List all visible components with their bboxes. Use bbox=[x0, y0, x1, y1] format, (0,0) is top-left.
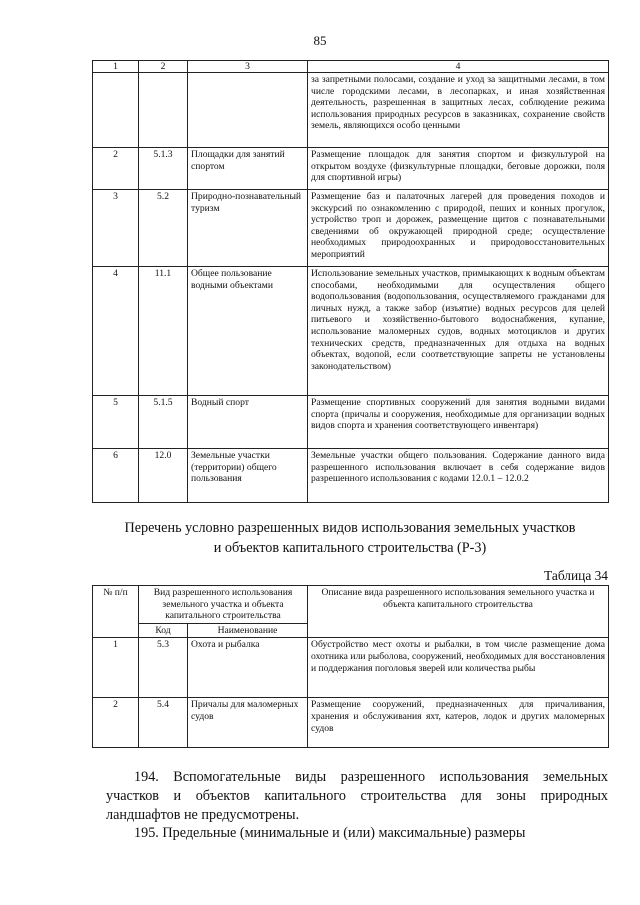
row-code: 12.0 bbox=[139, 449, 188, 503]
row-description: Использование земельных участков, примыкающих к водным объектам способами, необходимыми для осуществления общего водопользования (водопользования, осуществляемого гражданами для личных нужд, а также забор (изъятие) водных ресурсов для целей питьевого и хозяйственно-бытового водоснабжения, купание, использование маломерных судов, водных мотоциклов и других технических средств, предназначенных для отдыха на водных объектах, водопой, если соответствующие запреты не установлены законодательством) bbox=[308, 267, 609, 396]
row-name: Природно-познавательный туризм bbox=[188, 190, 308, 267]
row-description: Размещение спортивных сооружений для занятия водными видами спорта (причалы и сооружения, необходимые для организации водных видов спорта и хранения соответствующего инвентаря) bbox=[308, 396, 609, 449]
conditional-uses-table bbox=[92, 585, 609, 748]
table-row bbox=[93, 698, 609, 748]
row-number: 2 bbox=[93, 148, 139, 190]
table-row bbox=[93, 449, 609, 503]
column-number-2: 2 bbox=[139, 61, 188, 73]
heading-line-1: Перечень условно разрешенных видов использования земельных участков bbox=[124, 520, 576, 536]
header-name: Наименование bbox=[188, 623, 308, 638]
table-row bbox=[93, 638, 609, 698]
page-number: 85 bbox=[313, 33, 327, 48]
row-name: Общее пользование водными объектами bbox=[188, 267, 308, 396]
heading-line-2: и объектов капитального строительства (Р-3) bbox=[213, 540, 487, 556]
table-header-row bbox=[93, 61, 609, 73]
row-code: 11.1 bbox=[139, 267, 188, 396]
table-row bbox=[93, 73, 609, 148]
table-row bbox=[93, 396, 609, 449]
row-code: 5.3 bbox=[139, 638, 188, 698]
row-name: Причалы для маломерных судов bbox=[188, 698, 308, 748]
row-name: Водный спорт bbox=[188, 396, 308, 449]
permitted-uses-table-continuation bbox=[92, 60, 609, 503]
row-description: Размещение баз и палаточных лагерей для проведения походов и экскурсий по ознакомлению с природой, пеших и конных прогулок, устройство троп и дорожек, размещение щитов с познавательными сведениями об окружающей природной среде; осуществление необходимых природоохранных и природовосстановительных мероприятий bbox=[308, 190, 609, 267]
column-number-1: 1 bbox=[93, 61, 139, 73]
column-number-4: 4 bbox=[308, 61, 609, 73]
row-number bbox=[93, 73, 139, 148]
row-name: Охота и рыбалка bbox=[188, 638, 308, 698]
paragraph-194 bbox=[106, 768, 608, 825]
row-description: Земельные участки общего пользования. Содержание данного вида разрешенного использования включает в себя содержание видов разрешенного использования с кодами 12.0.1 – 12.0.2 bbox=[308, 449, 609, 503]
row-name: Площадки для занятий спортом bbox=[188, 148, 308, 190]
row-code: 5.4 bbox=[139, 698, 188, 748]
row-description: за запретными полосами, создание и уход за защитными лесами, в том числе городскими лесами, в лесопарках, и иная хозяйственная деятельность, разрешенная в защитных лесах, соблюдение режима использования природных ресурсов в заказниках, сохранение свойств земель, являющихся особо ценными bbox=[308, 73, 609, 148]
table-row bbox=[93, 267, 609, 396]
row-name bbox=[188, 73, 308, 148]
table-row bbox=[93, 190, 609, 267]
header-code: Код bbox=[139, 623, 188, 638]
header-kind: Вид разрешенного использования земельного участка и объекта капитального строительства bbox=[139, 586, 308, 624]
row-number: 4 bbox=[93, 267, 139, 396]
row-code bbox=[139, 73, 188, 148]
row-number: 2 bbox=[93, 698, 139, 748]
row-description: Обустройство мест охоты и рыбалки, в том числе размещение дома охотника или рыболова, сооружений, необходимых для восстановления и поддержания поголовья зверей или количества рыбы bbox=[308, 638, 609, 698]
row-code: 5.1.5 bbox=[139, 396, 188, 449]
row-code: 5.1.3 bbox=[139, 148, 188, 190]
paragraph-194-text: 194. Вспомогательные виды разрешенного использования земельных участков и объектов капитального строительства для зоны природных ландшафтов не предусмотрены. bbox=[106, 769, 608, 823]
row-number: 6 bbox=[93, 449, 139, 503]
table-caption: Таблица 34 bbox=[544, 568, 608, 583]
row-number: 5 bbox=[93, 396, 139, 449]
section-heading bbox=[92, 518, 608, 558]
row-name: Земельные участки (территории) общего пользования bbox=[188, 449, 308, 503]
paragraph-195 bbox=[106, 824, 608, 843]
table-header-row bbox=[93, 586, 609, 624]
row-code: 5.2 bbox=[139, 190, 188, 267]
header-description: Описание вида разрешенного использования земельного участка и объекта капитального строительства bbox=[308, 586, 609, 638]
header-number: № п/п bbox=[93, 586, 139, 638]
row-description: Размещение площадок для занятия спортом и физкультурой на открытом воздухе (физкультурные площадки, беговые дорожки, поля для спортивной игры) bbox=[308, 148, 609, 190]
row-description: Размещение сооружений, предназначенных для причаливания, хранения и обслуживания яхт, катеров, лодок и других маломерных судов bbox=[308, 698, 609, 748]
row-number: 1 bbox=[93, 638, 139, 698]
table-row bbox=[93, 148, 609, 190]
row-number: 3 bbox=[93, 190, 139, 267]
paragraph-195-text: 195. Предельные (минимальные и (или) максимальные) размеры bbox=[134, 825, 526, 841]
column-number-3: 3 bbox=[188, 61, 308, 73]
